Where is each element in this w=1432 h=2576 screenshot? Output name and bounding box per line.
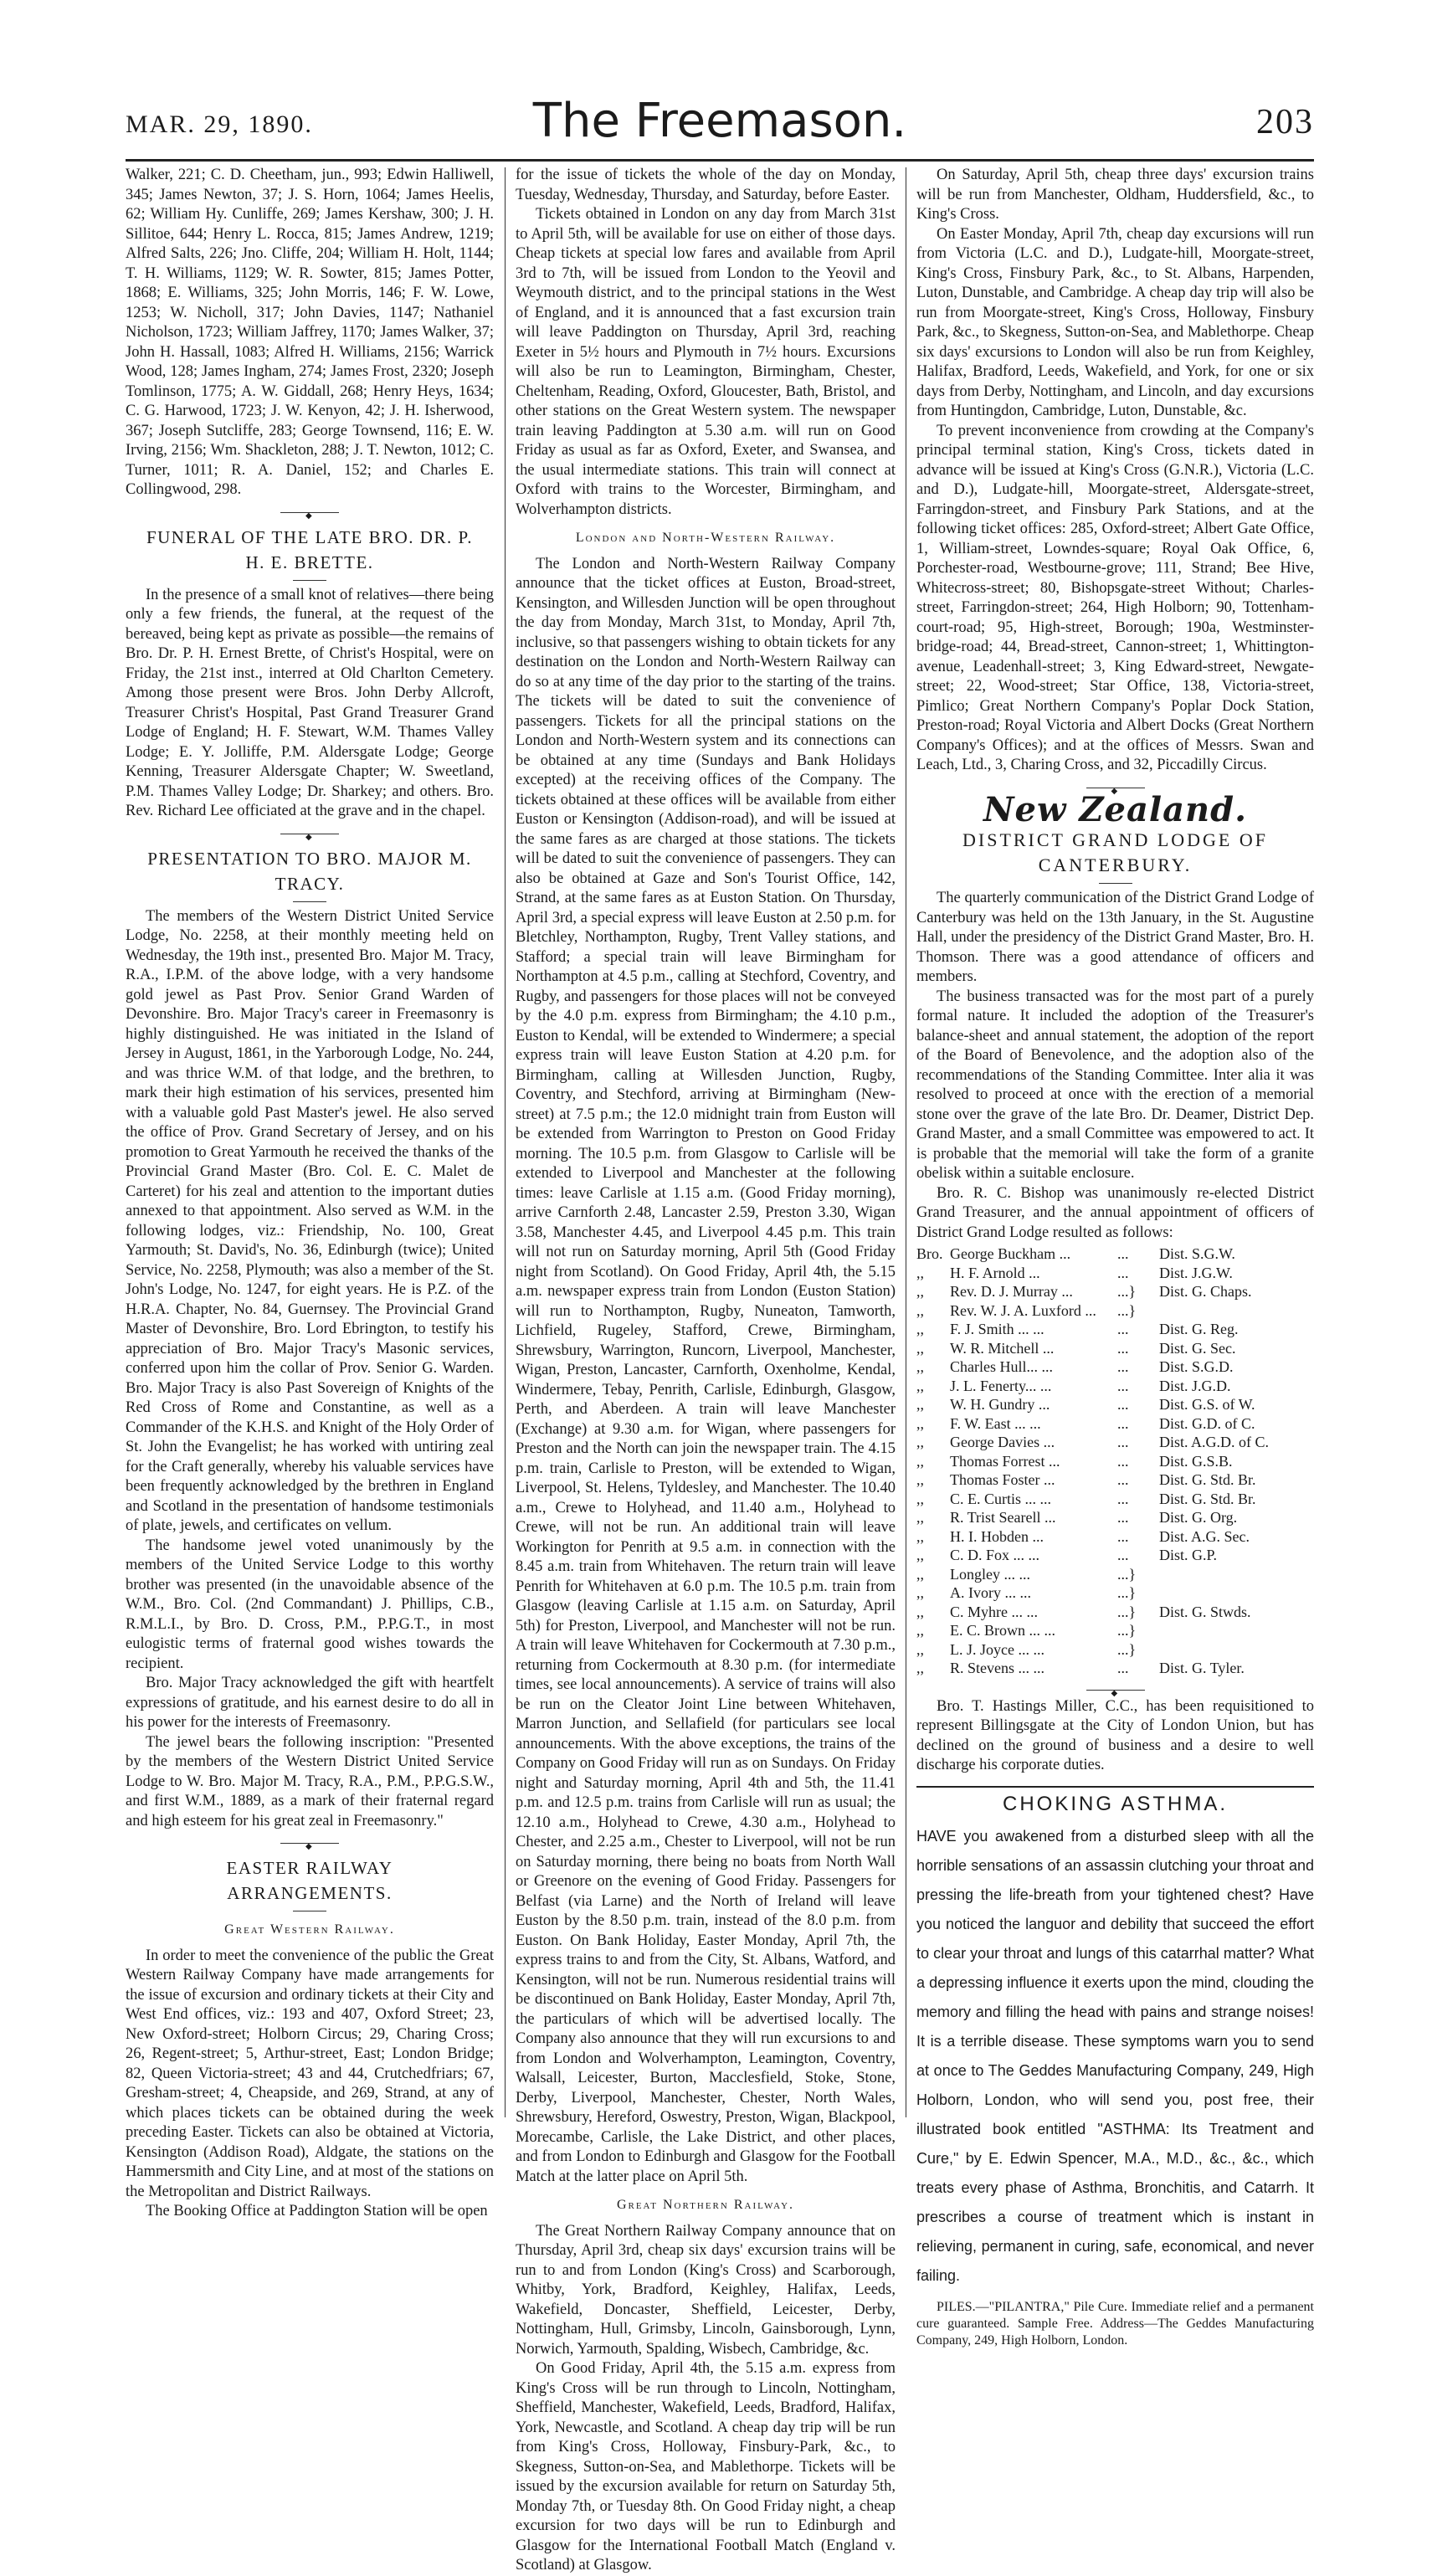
officer-name: George Davies ... xyxy=(950,1434,1055,1450)
officer-row xyxy=(916,1244,1314,1264)
issue-date: MAR. 29, 1890. xyxy=(126,110,313,138)
officer-dots: ... xyxy=(1117,1490,1129,1507)
officer-prefix: ,, xyxy=(916,1264,924,1281)
officer-prefix: ,, xyxy=(916,1603,924,1620)
choking-asthma-heading: CHOKING ASTHMA. xyxy=(916,1786,1314,1814)
great-northern-subheading: Great Northern Railway. xyxy=(616,2198,795,2212)
great-northern-paragraph: On Saturday, April 5th, cheap three days' excursion trains will be run from Manchester, Oldham, Huddersfield, &c., to King's Cross. xyxy=(916,167,1314,223)
officer-row xyxy=(916,1395,1314,1414)
officer-dots: ... xyxy=(1117,1245,1129,1262)
officer-office: Dist. A.G. Sec. xyxy=(1159,1527,1250,1545)
officer-row xyxy=(916,1659,1314,1678)
officer-name: C. Myhre ... ... xyxy=(950,1603,1038,1620)
officer-dots: ... xyxy=(1117,1414,1129,1432)
officer-office: Dist. S.G.D. xyxy=(1159,1358,1234,1375)
officer-name: J. L. Fenerty... ... xyxy=(950,1377,1052,1394)
hastings-note: Bro. T. Hastings Miller, C.C., has been requisitioned to represent Billingsgate at the City of London Union, but has declined on the ground of business and a desire to well discharge his corporate duties. xyxy=(916,1697,1314,1773)
officer-office: Dist. G.S.B. xyxy=(1159,1452,1233,1470)
masthead-rule xyxy=(126,159,1314,162)
new-zealand-heading: New Zealand. xyxy=(983,789,1248,829)
great-western-paragraph: Tickets obtained in London on any day from March 31st to April 5th, will be available for use on either of those days. Cheap tickets at special low fares and available from April 3rd to 7th, will be issued from London to the Yeovil and Weymouth district, and to the principal stations in the West of England, and it is announced that a fast excursion train will leave Paddington on Thursday, April 3rd, reaching Exeter in 5½ hours and Plymouth in 7½ hours. Excursions will also be run to Leamington, Birmingham, Chester, Cheltenham, Reading, Oxford, Gloucester, Bath, Bristol, and other stations on the Great Western system. The newspaper train leaving Paddington at 5.30 a.m. will run on Good Friday as usual as far as Oxford, Exeter, and Swansea, and the usual intermediate stations. This train will connect at Oxford with trains to the Worcester, Birmingham, and Wolverhampton districts. xyxy=(516,206,896,518)
district-grand-lodge-heading: DISTRICT GRAND LODGE OF CANTERBURY. xyxy=(962,829,1268,875)
officer-prefix: ,, xyxy=(916,1358,924,1375)
officer-dots: ... xyxy=(1117,1377,1129,1394)
officer-dots: ... xyxy=(1117,1434,1129,1450)
officer-office: Dist. G. Stwds. xyxy=(1159,1603,1251,1620)
officer-name: W. R. Mitchell ... xyxy=(950,1339,1055,1357)
officer-name: F. J. Smith ... ... xyxy=(950,1321,1044,1337)
officers-table xyxy=(916,1244,1314,1678)
officer-office xyxy=(1159,1301,1314,1321)
officer-prefix: ,, xyxy=(916,1509,924,1526)
officer-dots: ... xyxy=(1117,1471,1129,1488)
officer-name: Thomas Foster ... xyxy=(950,1471,1055,1488)
officer-name: Thomas Forrest ... xyxy=(950,1452,1060,1470)
officer-prefix: Bro. xyxy=(916,1245,943,1262)
officer-prefix: ,, xyxy=(916,1414,924,1432)
lodge-list: Walker, 221; C. D. Cheetham, jun., 993; Edwin Halliwell, 345; James Newton, 37; J. S. Horn, 1064; James Heelis, 62; William Hy. Cunliffe, 269; James Kershaw, 300; J. H. Sillitoe, 644; Henry L. Rocca, 815; James Andrew, 1219; Alfred Salts, 226; Jno. Cliffe, 204; William H. Holt, 1144; T. H. Williams, 1129; W. R. Sowter, 815; James Potter, 1868; E. Williams, 325; John Morris, 146; F. W. Lowe, 1253; W. Nicholl, 317; John Davies, 1147; Nathaniel Nicholson, 1723; William Jaffrey, 1170; James Walker, 37; John H. Hassall, 1083; Alfred H. Williams, 2156; Warrick Wood, 128; James Ingham, 274; James Frost, 2320; Joseph Tomlinson, 1775; A. W. Giddall, 268; Henry Heys, 1634; C. G. Harwood, 1723; J. W. Kenyon, 42; J. H. Isherwood, 367; Joseph Sutcliffe, 283; George Townsend, 116; E. W. Irving, 2156; Wm. Shackleton, 288; J. T. Newton, 1012; C. Turner, 1011; R. A. Daniel, 152; and Charles E. Collingwood, 298. xyxy=(126,167,494,498)
easter-railway-heading: EASTER RAILWAY ARRANGEMENTS. xyxy=(226,1858,393,1903)
lodge-paragraph: The quarterly communication of the District Grand Lodge of Canterbury was held on the 13th January, in the St. Augustine Hall, under the presidency of the District Grand Master, Bro. H. Thomson. There was a good attendance of officers and members. xyxy=(916,890,1314,985)
officer-row xyxy=(916,1490,1314,1509)
officer-office: Dist. J.G.W. xyxy=(1159,1264,1233,1281)
officer-office: Dist. G. Sec. xyxy=(1159,1339,1236,1357)
officer-prefix: ,, xyxy=(916,1339,924,1357)
officer-prefix: ,, xyxy=(916,1377,924,1394)
great-western-continued: for the issue of tickets the whole of the day on Monday, Tuesday, Wednesday, Thursday, and Saturday, before Easter. xyxy=(516,167,896,203)
great-northern-paragraph: On Good Friday, April 4th, the 5.15 a.m. express from King's Cross will be run through to Lincoln, Nottingham, Sheffield, Manchester, Wakefield, Leeds, Bradford, Halifax, York, Newcastle, and Scotland. A cheap day trip will be run from King's Cross, Holloway, Finsbury-Park, &c., to Skegness, Sutton-on-Sea, and Mablethorpe. Tickets will be issued by the excursion available for return on Saturday 5th, Monday 7th, or Tuesday 8th. On Good Friday night, a cheap excursion for two days will be run to Edinburgh and Glasgow for the International Football Match (England v. Scotland) at Glasgow. xyxy=(516,2360,896,2573)
officer-row xyxy=(916,1433,1314,1452)
officer-prefix: ,, xyxy=(916,1622,924,1639)
officer-name: A. Ivory ... ... xyxy=(950,1584,1031,1601)
officer-row xyxy=(916,1508,1314,1527)
officer-dots: ...} xyxy=(1117,1640,1137,1658)
officer-office xyxy=(1159,1640,1314,1660)
officer-dots: ... xyxy=(1117,1264,1129,1281)
officer-row xyxy=(916,1301,1314,1321)
officer-office: Dist. G. Std. Br. xyxy=(1159,1471,1256,1488)
presentation-paragraph: The members of the Western District United Service Lodge, No. 2258, at their monthly meeting held on Wednesday, the 19th inst., presented Bro. Major M. Tracy, R.A., I.P.M. of the above lodge, with a very handsome gold jewel as Past Prov. Senior Grand Warden of Devonshire. Bro. Major Tracy's career in Freemasonry is highly distinguished. He was initiated in the Island of Jersey in August, 1861, in the Yarborough Lodge, No. 244, and was thrice W.M. of that lodge, and the brethren, to mark their high estimation of his services, presented him with a valuable gold Past Master's jewel. He also served the office of Prov. Grand Secretary of Jersey, and on his promotion to Great Yarmouth he received the thanks of the Provincial Grand Master (Bro. Col. E. C. Malet de Carteret) for his zeal and attention to the important duties annexed to that appointment. Also served as W.M. in the following lodges, viz.: Friendship, No. 100, Great Yarmouth; St. David's, No. 36, Edinburgh (twice); United Service, No. 2258, Plymouth; was also a member of the St. John's Lodge, No. 1247, for eight years. He is P.Z. of the H.R.A. Chapter, No. 84, Guernsey. The Provincial Grand Master of Devonshire, Bro. Lord Ebrington, to testify his appreciation of Bro. Major Tracy's Masonic services, conferred upon him the collar of Prov. Senior G. Warden. Bro. Major Tracy is also Past Sovereign of Knights of the Red Cross of Rome and Constantine, as well as a Commander of the K.H.S. and Knight of the Holy Order of St. John the Evangelist; he has worked with untiring zeal for the Craft generally, whereby his valuable services have been frequently acknowledged by the brethren in England and Scotland in the presentation of handsome testimonials of plate, jewels, and certificates on vellum. xyxy=(126,907,494,1534)
masthead xyxy=(126,94,1314,161)
asthma-advertisement xyxy=(916,1822,1314,2291)
heading-rule xyxy=(293,901,326,902)
officer-dots: ... xyxy=(1117,1660,1129,1676)
newspaper-title: The Freemason. xyxy=(532,94,907,148)
officer-office: Dist. G. Reg. xyxy=(1159,1321,1239,1337)
officer-name: R. Trist Searell ... xyxy=(950,1509,1056,1526)
officer-office: Dist. G. Org. xyxy=(1159,1509,1238,1526)
officer-name: W. H. Gundry ... xyxy=(950,1396,1050,1413)
officer-office: Dist. G.D. of C. xyxy=(1159,1414,1255,1432)
officer-dots: ... xyxy=(1117,1527,1129,1545)
officer-office: Dist. G. Tyler. xyxy=(1159,1660,1245,1676)
officer-row xyxy=(916,1452,1314,1471)
officer-prefix: ,, xyxy=(916,1547,924,1563)
officer-row xyxy=(916,1320,1314,1339)
presentation-heading: PRESENTATION TO BRO. MAJOR M. TRACY. xyxy=(147,848,472,894)
great-northern-paragraph: On Easter Monday, April 7th, cheap day excursions will run from Victoria (L.C. and D.), Ludgate-hill, Moorgate-street, King's Cross, Finsbury Park, &c., to St. Albans, Harpenden, Luton, Dunstable, and Cambridge. A cheap day trip will also be run from Moorgate-street, King's Cross, Holloway, Finsbury Park, &c., to Skegness, Sutton-on-Sea, and Mablethorpe. Cheap six days' excursions to London will also be run from Keighley, Halifax, Bradford, Leeds, Wakefield, and York, for one or six days from Derby, Nottingham, and Lincoln, and day excursions from Huntingdon, Cambridge, Luton, Dunstable, &c. xyxy=(916,225,1314,419)
officer-row xyxy=(916,1565,1314,1584)
officer-dots: ... xyxy=(1117,1509,1129,1526)
officer-prefix: ,, xyxy=(916,1565,924,1583)
officer-prefix: ,, xyxy=(916,1321,924,1337)
great-northern-paragraph: The Great Northern Railway Company announce that on Thursday, April 3rd, cheap six days' excursion trains will be run to and from London (King's Cross) and Scarborough, Whitby, York, Bradford, Keighley, Halifax, Leeds, Wakefield, Doncaster, Sheffield, Leicester, Derby, Nottingham, Hull, Grimsby, Lincoln, Gainsborough, Lynn, Norwich, Yarmouth, Spalding, Wisbech, Cambridge, &c. xyxy=(516,2222,896,2358)
funeral-text: In the presence of a small knot of relatives—there being only a few friends, the funeral, at the request of the bereaved, being kept as private as possible—the remains of Bro. Dr. P. H. Ernest Brette, of Christ's Hospital, were on Friday, the 21st inst., interred at Old Charlton Cemetery. Among those present were Bros. John Derby Allcroft, Treasurer Christ's Hospital, Past Grand Treasurer Grand Lodge of England; H. F. Stewart, W.M. Thames Valley Lodge; E. Y. Jolliffe, P.M. Aldersgate Lodge; George Kenning, Treasurer Aldersgate Chapter; W. Sweetland, P.M. Thames Valley Lodge; Dr. Sharkey; and others. Bro. Rev. Richard Lee officiated at the grave and in the chapel. xyxy=(126,586,494,819)
officer-dots: ...} xyxy=(1117,1622,1137,1639)
presentation-paragraph: The handsome jewel voted unanimously by the members of the United Service Lodge to this worthy brother was presented (in the unavoidable absence of the W.M., Bro. Col. (2nd Commandant) J. Phillips, C.B., R.M.L.I., by Bro. D. Cross, P.M., P.P.G.T., in most eulogistic terms of fraternal good wishes towards the recipient. xyxy=(126,1537,494,1672)
section-divider xyxy=(1086,1690,1145,1691)
officer-dots: ...} xyxy=(1117,1565,1137,1583)
asthma-text: HAVE you awakened from a disturbed sleep with all the horrible sensations of an assassin clutching your throat and pressing the life-breath from your tightened chest? Have you noticed the languor and debility that succeed the effort to clear your throat and lungs of this catarrhal matter? What a depressing influence it exerts upon the mind, clouding the memory and filling the head with pains and strange noises! It is a terrible disease. These symptoms warn you to send at once to The Geddes Manufacturing Company, 249, High Holborn, London, who will send you, post free, their illustrated book entitled "ASTHMA: Its Treatment and Cure," by E. Edwin Spencer, M.A., M.D., &c., &c., which treats every phase of Asthma, Bronchitis, and Catarrh. It prescribes a course of treatment which is instant in relieving, permanent in curing, safe, economical, and never failing. xyxy=(916,1828,1314,2284)
funeral-heading: FUNERAL OF THE LATE BRO. DR. P. H. E. BRETTE. xyxy=(146,526,474,572)
presentation-paragraph: Bro. Major Tracy acknowledged the gift with heartfelt expressions of gratitude, and his earnest desire to do all in his power for the interests of Freemasonry. xyxy=(126,1675,494,1731)
officer-name: Charles Hull... ... xyxy=(950,1358,1053,1375)
officer-name: R. Stevens ... ... xyxy=(950,1660,1045,1676)
officer-prefix: ,, xyxy=(916,1396,924,1413)
officer-dots: ... xyxy=(1117,1396,1129,1413)
officer-office xyxy=(1159,1583,1314,1603)
officer-name: H. F. Arnold ... xyxy=(950,1264,1040,1281)
officer-office: Dist. G. Chaps. xyxy=(1159,1283,1252,1300)
officer-name: E. C. Brown ... ... xyxy=(950,1622,1055,1639)
officer-office: Dist. J.G.D. xyxy=(1159,1377,1231,1394)
officer-name: F. W. East ... ... xyxy=(950,1414,1041,1432)
officer-row xyxy=(916,1282,1314,1301)
lnw-paragraph: The London and North-Western Railway Company announce that the ticket offices at Euston, Broad-street, Kensington, and Willesden Junction will be open throughout the day from Monday, March 31st, to Monday, April 7th, inclusive, so that passengers wishing to obtain tickets for any destination on the London and North-Western Railway can do so at any time of the day prior to the starting of the trains. The tickets will be dated to suit the convenience of passengers. Tickets for all the principal stations on the London and North-Western system and its connections can be obtained at any time (Sundays and Bank Holidays excepted) at the receiving offices of the Company. The tickets obtained at these offices will be available from either Euston or Kensington (Addison-road), and will be issued at the same fares as are charged at those stations. The tickets will be dated to suit the convenience of passengers. They can also be obtained at Gaze and Son's Tourist Office, 142, Strand, at the same fares as at Euston Station. On Thursday, April 3rd, a special express will leave Euston at 2.50 p.m. for Bletchley, Northampton, Rugby, Trent Valley stations, and Stafford; a special train will leave Birmingham for Northampton at 4.5 p.m., calling at Stechford, Coventry, and Rugby, and passengers for those places will not be conveyed by the 4.0 p.m. express from Birmingham; the 4.10 p.m., Euston to Kendal, will be extended to Windermere; a special express train will leave Euston Station at 4.20 p.m. for Birmingham, calling at Willesden Junction, Rugby, Coventry, and Stechford, arriving at Birmingham (New-street) at 7.5 p.m.; the 12.0 midnight train from Euston will be extended from Warrington to Preston on Good Friday morning. The 10.5 p.m. from Glasgow to Carlisle will be extended to Liverpool and Manchester at the following times: leave Carlisle at 1.15 a.m. (Good Friday morning), arrive Carnforth 2.48, Lancaster 2.59, Preston 3.30, Wigan 3.58, Manchester 4.45, and Liverpool 4.45 p.m. This train will not run on Saturday morning, April 5th (Good Friday night from Scotland). On Good Friday, April 4th, the 5.15 a.m. newspaper express train from London (Euston Station) will run to Northampton, Rugby, Nuneaton, Tamworth, Lichfield, Rugeley, Stafford, Crewe, Birmingham, Shrewsbury, Warrington, Runcorn, Liverpool, Manchester, Wigan, Preston, Lancaster, Carnforth, Oxenholme, Kendal, Windermere, Tebay, Penrith, Carlisle, Edinburgh, Glasgow, Perth, and Aberdeen. A train will leave Manchester (Exchange) at 9.30 a.m. for Wigan, where passengers for Preston and the North can join the newspaper train. The 4.15 p.m. train, Carlisle to Preston, will be extended to Wigan, Liverpool, St. Helens, Tyldesley, and Manchester. The 10.40 a.m., Crewe to Holyhead, and 11.40 a.m., Holyhead to Crewe, will not be run. An additional train will leave Workington for Penrith at 9.5 a.m. in connection with the 8.45 a.m. train from Whitehaven. The return train will leave Penrith for Whitehaven at 6.0 p.m. The 10.5 p.m. train from Glasgow (leaving Carlisle at 1.15 a.m. on Saturday, April 5th) for Preston, Liverpool, and Manchester will not be run. A train will leave Whitehaven for Cockermouth at 7.30 p.m., returning from Cockermouth at 8.30 p.m. (for intermediate times, see local announcements). A service of trains will also be run on the Cleator Joint Line between Whitehaven, Marron Junction, and Sellafield (for particulars see local announcements. With the above exceptions, the trains of the Company on Good Friday will run as on Sundays. On Friday night and Saturday morning, April 4th and 5th, the 11.41 p.m. and 12.5 p.m. trains from Carlisle will run as usual; the 12.10 a.m., Holyhead to Crewe, 4.30 a.m., Holyhead to Chester, and 2.25 a.m., Chester to Liverpool, will not be run on Saturday morning, there being no boats from North Wall or Greenore on the evening of Good Friday. Passengers for Belfast (via Larne) and the North of Ireland will leave Euston by the 8.50 p.m. train, instead of the 8.0 p.m. from Euston. On Bank Holiday, Easter Monday, April 7th, the express trains to and from the City, St. Albans, Watford, and Kensington, will not be run. Numerous residential trains will be discontinued on Bank Holiday, Easter Monday, April 7th, the particulars of which will be advertised locally. The Company also announce that they will run excursions to and from London and Wolverhampton, Leamington, Coventry, Walsall, Leicester, Burton, Macclesfield, Stoke, Stone, Derby, Liverpool, Manchester, Chester, North Wales, Shrewsbury, Hereford, Oswestry, Preston, Wigan, Blackpool, Morecambe, Carlisle, the Lake District, and other places, and from London to Edinburgh and Glasgow for the Football Match at the latter place on April 5th. xyxy=(516,555,896,2185)
officer-office xyxy=(1159,1565,1314,1584)
officer-row xyxy=(916,1470,1314,1490)
officer-dots: ...} xyxy=(1117,1283,1137,1300)
officer-dots: ...} xyxy=(1117,1584,1137,1601)
officer-dots: ...} xyxy=(1117,1603,1137,1620)
officer-office: Dist. G.S. of W. xyxy=(1159,1396,1255,1413)
officer-dots: ... xyxy=(1117,1452,1129,1470)
heading-rule xyxy=(1099,883,1132,884)
great-northern-paragraph: To prevent inconvenience from crowding at the Company's principal terminal station, King's Cross, tickets dated in advance will be issued at King's Cross (G.N.R.), Victoria (L.C. and D.), Ludgate-hill, Moorgate-street, Aldersgate-street, Farringdon-street, and Finsbury Park Stations, and at the following ticket offices: 285, Oxford-street; Albert Gate Office, 1, William-street, Lowndes-square; Royal Oak Office, 6, Porchester-road, Westbourne-grove; 111, Strand; Bee Hive, Whitecross-street; 80, Bishopsgate-street Without; Charles-street, Farringdon-street; 264, High Holborn; 90, Tottenham-court-road; 95, High-street, Borough; 190a, Westminster-bridge-road; 44, Bread-street, Cannon-street; 1, Whittington-avenue, Leadenhall-street; 3, King Edward-street, Newgate-street; 22, Wood-street; Star Office, 138, Victoria-street, Pimlico; Great Northern Company's Poplar Dock Station, Preston-road; Royal Victoria and Albert Docks (Great Northern Company's Offices); and at the offices of Messrs. Swan and Leach, Ltd., 3, Charing Cross, and 32, Piccadilly Circus. xyxy=(916,422,1314,773)
officer-row xyxy=(916,1583,1314,1603)
officer-name: L. J. Joyce ... ... xyxy=(950,1640,1044,1658)
great-western-paragraph: The Booking Office at Paddington Station will be open xyxy=(146,2203,488,2219)
officer-prefix: ,, xyxy=(916,1471,924,1488)
section-divider xyxy=(280,1843,339,1844)
officer-row xyxy=(916,1546,1314,1565)
officer-prefix: ,, xyxy=(916,1452,924,1470)
officer-row xyxy=(916,1264,1314,1283)
great-western-subheading: Great Western Railway. xyxy=(224,1922,395,1937)
presentation-paragraph: The jewel bears the following inscription: "Presented by the members of the Western District United Service Lodge to W. Bro. Major M. Tracy, R.A., P.M., P.P.G.S.W., and first W.M., 1889, as a mark of their fraternal regard and high esteem for his great zeal in Freemasonry." xyxy=(126,1733,494,1829)
officer-prefix: ,, xyxy=(916,1640,924,1658)
officer-row xyxy=(916,1357,1314,1377)
officer-name: C. E. Curtis ... ... xyxy=(950,1490,1052,1507)
officer-name: Longley ... ... xyxy=(950,1565,1030,1583)
officer-name: C. D. Fox ... ... xyxy=(950,1547,1040,1563)
officer-dots: ...} xyxy=(1117,1301,1137,1319)
column-divider xyxy=(505,167,506,2117)
officer-office: Dist. A.G.D. of C. xyxy=(1159,1434,1270,1450)
officer-office xyxy=(1159,1621,1314,1640)
officer-dots: ... xyxy=(1117,1358,1129,1375)
officer-office: Dist. G.P. xyxy=(1159,1547,1218,1563)
officer-row xyxy=(916,1527,1314,1547)
column-1 xyxy=(126,166,494,2222)
officer-dots: ... xyxy=(1117,1321,1129,1337)
heading-rule xyxy=(293,580,326,581)
officer-prefix: ,, xyxy=(916,1283,924,1300)
officer-name: George Buckham ... xyxy=(950,1245,1071,1262)
section-divider xyxy=(280,512,339,513)
officer-prefix: ,, xyxy=(916,1490,924,1507)
officer-name: Rev. W. J. A. Luxford ... xyxy=(950,1301,1096,1319)
officer-dots: ... xyxy=(1117,1547,1129,1563)
column-2 xyxy=(516,166,896,2576)
great-western-paragraph: In order to meet the convenience of the public the Great Western Railway Company have made arrangements for the issue of excursion and ordinary tickets at their City and West End offices, viz.: 193 and 407, Oxford Street; 23, New Oxford-street; Holborn Circus; 29, Charing Cross; 26, Regent-street; 5, Arthur-street, East; London Bridge; 82, Queen Victoria-street; 43 and 44, Crutchedfriars; 67, Gresham-street; 4, Cheapside, and 269, Strand, at any of which places tickets can be obtained during the week preceding Easter. Tickets can also be obtained at Victoria, Kensington (Addison Road), Aldgate, the stations on the Hammersmith and City Line, and at most of the stations on the Metropolitan and District Railways. xyxy=(126,1947,494,2200)
officer-name: Rev. D. J. Murray ... xyxy=(950,1283,1073,1300)
officer-prefix: ,, xyxy=(916,1584,924,1601)
officer-office: Dist. S.G.W. xyxy=(1159,1245,1235,1262)
officer-dots: ... xyxy=(1117,1339,1129,1357)
column-3 xyxy=(916,166,1314,2349)
officer-prefix: ,, xyxy=(916,1301,924,1319)
lnw-subheading: London and North-Western Railway. xyxy=(575,531,836,545)
officer-prefix: ,, xyxy=(916,1527,924,1545)
officer-name: H. I. Hobden ... xyxy=(950,1527,1044,1545)
officer-row xyxy=(916,1621,1314,1640)
officer-row xyxy=(916,1603,1314,1622)
officer-prefix: ,, xyxy=(916,1434,924,1450)
officer-row xyxy=(916,1339,1314,1358)
piles-advertisement: PILES.—"PILANTRA," Pile Cure. Immediate relief and a permanent cure guaranteed. Sample Free. Address—The Geddes Manufacturing Company, 249, High Holborn, London. xyxy=(916,2300,1314,2348)
officer-row xyxy=(916,1377,1314,1396)
lodge-paragraph: The business transacted was for the most part of a purely formal nature. It included the adoption of the Treasurer's balance-sheet and annual statement, the adoption of the report of the Board of Benevolence, and the adoption also of the recommendations of the Standing Committee. Inter alia it was resolved to proceed at once with the erection of a memorial stone over the grave of the late Bro. Dr. Deamer, District Dep. Grand Master, and a small Committee was empowered to act. It is probable that the memorial will take the form of a granite obelisk within a suitable enclosure. xyxy=(916,988,1314,1182)
officer-office: Dist. G. Std. Br. xyxy=(1159,1490,1256,1507)
page-number: 203 xyxy=(1256,103,1314,141)
officer-prefix: ,, xyxy=(916,1660,924,1676)
lodge-paragraph: Bro. R. C. Bishop was unanimously re-elected District Grand Treasurer, and the annual appointment of officers of District Grand Lodge resulted as follows: xyxy=(916,1184,1314,1241)
officer-row xyxy=(916,1640,1314,1660)
officer-row xyxy=(916,1414,1314,1434)
